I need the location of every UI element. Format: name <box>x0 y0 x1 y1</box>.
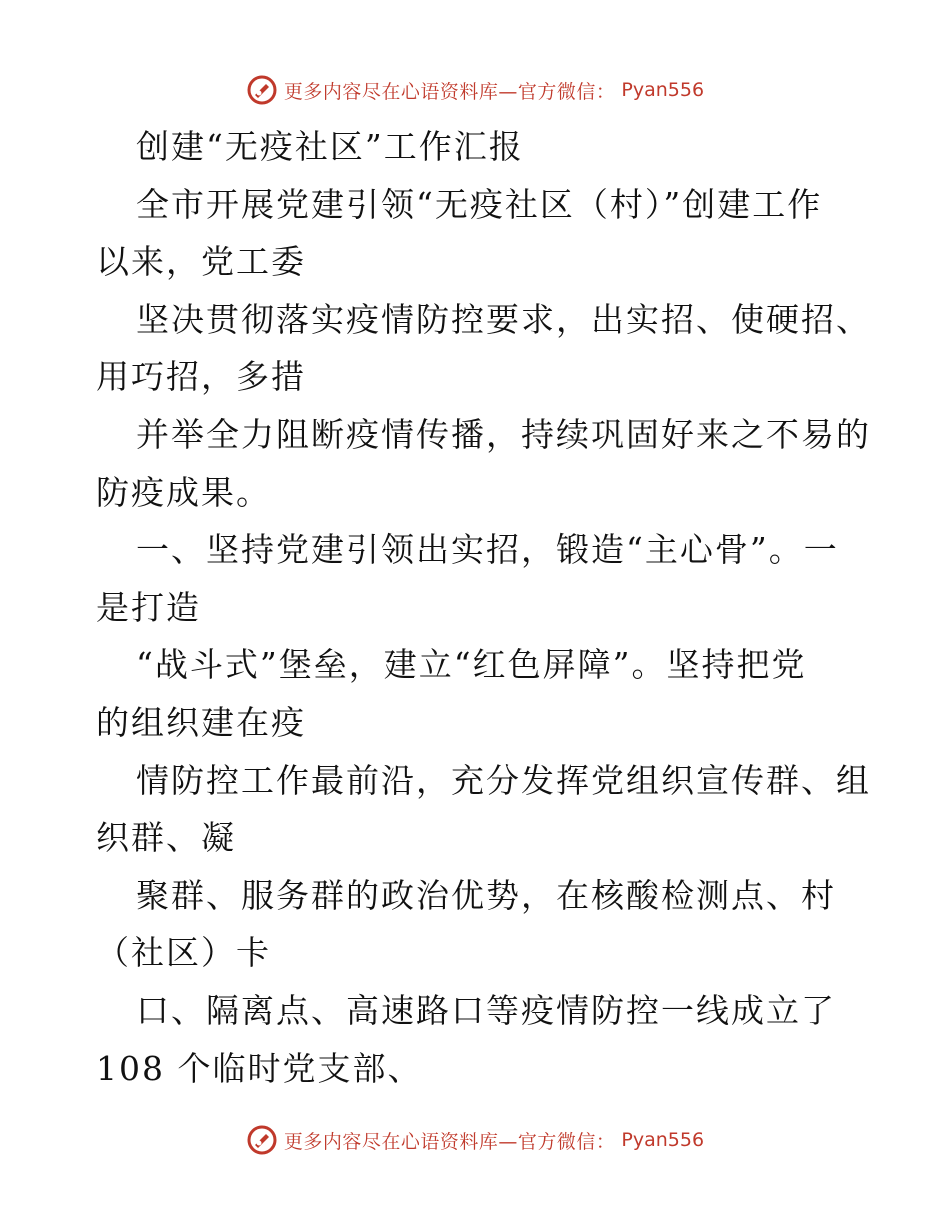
text-line: 的组织建在疫 <box>96 702 306 742</box>
footer-banner <box>0 1120 950 1160</box>
text-line: 口、隔离点、高速路口等疫情防控一线成立了 <box>136 990 836 1030</box>
document-body <box>96 118 871 1097</box>
text-line: 全市开展党建引领“无疫社区（村）”创建工作 <box>136 184 823 224</box>
text-line: 是打造 <box>96 587 201 627</box>
text-line: 织群、凝 <box>96 818 236 858</box>
banner-wechat-id: Pyan556 <box>621 79 705 101</box>
text-line: 108 个临时党支部、 <box>96 1048 423 1088</box>
text-line: （社区）卡 <box>96 933 271 973</box>
text-line: 防疫成果。 <box>96 472 271 512</box>
brand-logo-icon <box>246 74 278 106</box>
banner-wechat-id: Pyan556 <box>621 1129 705 1151</box>
text-line: 坚决贯彻落实疫情防控要求，出实招、使硬招、 <box>136 299 871 339</box>
text-line: 用巧招，多措 <box>96 357 306 397</box>
document-title: 创建“无疫社区”工作汇报 <box>136 127 524 166</box>
text-line: 以来，党工委 <box>96 242 306 282</box>
text-line: “战斗式”堡垒，建立“红色屏障”。坚持把党 <box>136 645 807 685</box>
text-line: 情防控工作最前沿，充分发挥党组织宣传群、组 <box>136 760 871 800</box>
banner-text: 更多内容尽在心语资料库—官方微信： <box>283 80 616 103</box>
text-line: 一、坚持党建引领出实招，锻造“主心骨”。一 <box>136 530 839 570</box>
banner-text: 更多内容尽在心语资料库—官方微信： <box>283 1130 616 1153</box>
header-banner <box>0 70 950 110</box>
text-line: 聚群、服务群的政治优势，在核酸检测点、村 <box>136 875 836 915</box>
brand-logo-icon <box>246 1124 278 1156</box>
text-line: 并举全力阻断疫情传播，持续巩固好来之不易的 <box>136 414 871 454</box>
